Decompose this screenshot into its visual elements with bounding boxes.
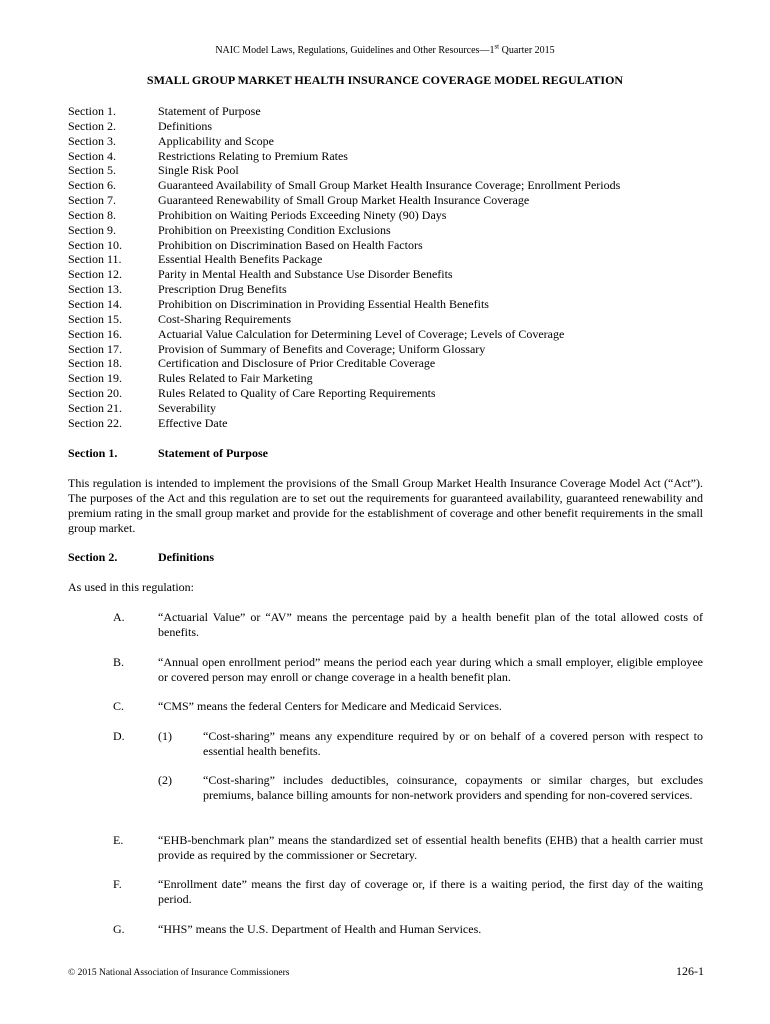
subitem-number: (1) — [158, 729, 172, 743]
section-number: Section 1. — [68, 446, 118, 460]
toc-row — [68, 342, 620, 357]
toc-section-number: Section 20. — [68, 386, 122, 401]
definition-d-sub-1 — [158, 729, 703, 759]
toc-row — [68, 193, 620, 208]
definition-text: “HHS” means the U.S. Department of Health and Human Services. — [158, 922, 482, 936]
toc-row — [68, 297, 620, 312]
section-1-heading — [68, 446, 268, 461]
toc-section-number: Section 12. — [68, 267, 122, 282]
toc-row — [68, 223, 620, 238]
toc-row — [68, 178, 620, 193]
toc-section-number: Section 14. — [68, 296, 122, 311]
toc-row — [68, 163, 620, 178]
definition-letter: A. — [113, 610, 125, 624]
definition-letter: G. — [113, 922, 125, 936]
toc-section-label: Actuarial Value Calculation for Determining Level of Coverage; Levels of Coverage — [158, 326, 565, 341]
toc-section-number: Section 11. — [68, 252, 122, 267]
toc-section-label: Essential Health Benefits Package — [158, 252, 323, 267]
toc-row — [68, 386, 620, 401]
definition-d-sub-2 — [158, 773, 703, 803]
footer-copyright: © 2015 National Association of Insurance Commissioners — [68, 968, 290, 978]
toc-section-label: Applicability and Scope — [158, 133, 274, 148]
section-2-heading — [68, 550, 214, 565]
toc-section-number: Section 13. — [68, 282, 122, 297]
toc-section-number: Section 4. — [68, 148, 116, 163]
section-title: Statement of Purpose — [158, 446, 268, 460]
definition-letter: C. — [113, 699, 125, 713]
toc-section-label: Guaranteed Availability of Small Group Market Health Insurance Coverage; Enrollment Periods — [158, 178, 621, 193]
toc-section-number: Section 2. — [68, 118, 116, 133]
toc-section-number: Section 15. — [68, 311, 122, 326]
toc-row — [68, 134, 620, 149]
toc-section-label: Provision of Summary of Benefits and Coverage; Uniform Glossary — [158, 341, 486, 356]
definition-e — [113, 833, 703, 863]
toc-row — [68, 401, 620, 416]
header-superscript: st — [494, 42, 500, 51]
toc-section-number: Section 5. — [68, 163, 116, 178]
toc-section-label: Prohibition on Discrimination in Providing Essential Health Benefits — [158, 296, 489, 311]
header-prefix: NAIC Model Laws, Regulations, Guidelines and Other Resources—1 — [215, 45, 495, 56]
toc-row — [68, 282, 620, 297]
definition-text: “EHB-benchmark plan” means the standardized set of essential health benefits (EHB) that a health carrier must provide as required by the commissioner or Secretary. — [158, 833, 703, 862]
section-1-body: This regulation is intended to implement the provisions of the Small Group Market Health Insurance Coverage Model Act (“Act”). The purposes of the Act and this regulation are to set out the requirements for guaranteed availability, guaranteed renewability and premium rating in the small group market and provide for the establishment of coverage and other benefit requirements in the small group market. — [68, 476, 703, 535]
toc-section-label: Cost-Sharing Requirements — [158, 311, 291, 326]
definitions-intro: As used in this regulation: — [68, 580, 194, 594]
toc-row — [68, 312, 620, 327]
definition-b — [113, 655, 703, 685]
toc-section-number: Section 16. — [68, 326, 122, 341]
table-of-contents — [68, 104, 620, 431]
definition-letter: D. — [113, 729, 125, 743]
subitem-text: “Cost-sharing” means any expenditure required by or on behalf of a covered person with respect to essential health benefits. — [203, 729, 703, 758]
toc-row — [68, 104, 620, 119]
definition-letter: B. — [113, 655, 125, 669]
definition-text: “Actuarial Value” or “AV” means the percentage paid by a health benefit plan of the total allowed costs of benefits. — [158, 610, 703, 639]
definition-text: “CMS” means the federal Centers for Medicare and Medicaid Services. — [158, 699, 502, 713]
toc-section-label: Parity in Mental Health and Substance Use Disorder Benefits — [158, 267, 453, 282]
definition-a — [113, 610, 703, 640]
toc-section-label: Rules Related to Fair Marketing — [158, 371, 313, 386]
definition-text: “Annual open enrollment period” means the period each year during which a small employer, eligible employee or covered person may enroll or change coverage in a health benefit plan. — [158, 655, 703, 684]
header-suffix: Quarter 2015 — [499, 45, 555, 56]
toc-row — [68, 371, 620, 386]
definition-f — [113, 877, 703, 907]
toc-row — [68, 327, 620, 342]
toc-section-number: Section 3. — [68, 133, 116, 148]
toc-section-number: Section 8. — [68, 207, 116, 222]
toc-row — [68, 208, 620, 223]
definition-c — [113, 699, 703, 714]
toc-row — [68, 356, 620, 371]
running-header — [0, 42, 770, 57]
toc-section-number: Section 22. — [68, 415, 122, 430]
toc-section-number: Section 21. — [68, 400, 122, 415]
toc-section-label: Definitions — [158, 118, 212, 133]
toc-section-label: Prohibition on Discrimination Based on Health Factors — [158, 237, 423, 252]
toc-section-number: Section 9. — [68, 222, 116, 237]
toc-section-label: Certification and Disclosure of Prior Creditable Coverage — [158, 356, 436, 371]
toc-section-label: Rules Related to Quality of Care Reporting Requirements — [158, 386, 436, 401]
definition-letter: E. — [113, 833, 124, 847]
toc-section-label: Prescription Drug Benefits — [158, 282, 287, 297]
toc-row — [68, 252, 620, 267]
toc-row — [68, 267, 620, 282]
toc-row — [68, 416, 620, 431]
toc-section-label: Guaranteed Renewability of Small Group Market Health Insurance Coverage — [158, 193, 530, 208]
toc-row — [68, 238, 620, 253]
toc-section-number: Section 17. — [68, 341, 122, 356]
subitem-number: (2) — [158, 773, 172, 787]
toc-section-label: Restrictions Relating to Premium Rates — [158, 148, 348, 163]
footer-page-number: 126-1 — [676, 964, 704, 978]
section-title: Definitions — [158, 550, 215, 564]
definition-text: “Enrollment date” means the first day of coverage or, if there is a waiting period, the first day of the waiting period. — [158, 877, 703, 906]
toc-section-label: Severability — [158, 400, 216, 415]
toc-section-label: Prohibition on Waiting Periods Exceeding Ninety (90) Days — [158, 207, 447, 222]
toc-section-label: Single Risk Pool — [158, 163, 239, 178]
toc-row — [68, 119, 620, 134]
section-number: Section 2. — [68, 550, 118, 564]
definition-g — [113, 922, 703, 937]
toc-section-number: Section 7. — [68, 193, 116, 208]
document-title: SMALL GROUP MARKET HEALTH INSURANCE COVERAGE MODEL REGULATION — [146, 73, 624, 87]
toc-section-number: Section 6. — [68, 178, 116, 193]
toc-row — [68, 149, 620, 164]
toc-section-label: Statement of Purpose — [158, 104, 261, 118]
toc-section-number: Section 1. — [68, 104, 116, 118]
toc-section-number: Section 19. — [68, 371, 122, 386]
toc-section-label: Effective Date — [158, 415, 228, 430]
toc-section-label: Prohibition on Preexisting Condition Exclusions — [158, 222, 391, 237]
toc-section-number: Section 18. — [68, 356, 122, 371]
subitem-text: “Cost-sharing” includes deductibles, coinsurance, copayments or similar charges, but excludes premiums, balance billing amounts for non-network providers and spending for non-covered services. — [203, 773, 703, 802]
definition-letter: F. — [113, 877, 122, 891]
toc-section-number: Section 10. — [68, 237, 122, 252]
